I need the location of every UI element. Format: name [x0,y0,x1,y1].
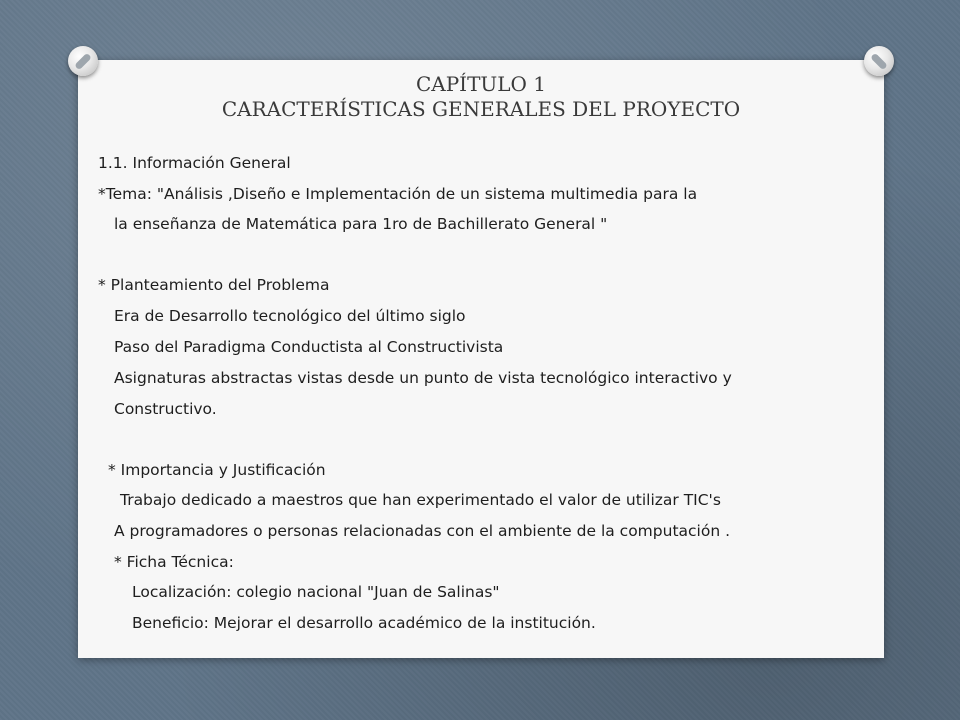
planteamiento-item: Era de Desarrollo tecnológico del último siglo [114,307,466,325]
chapter-title: CAPÍTULO 1 [415,72,547,96]
ficha-item: Beneficio: Mejorar el desarrollo académico de la institución. [132,614,596,632]
chapter-subtitle: CARACTERÍSTICAS GENERALES DEL PROYECTO [221,97,741,121]
importancia-item: A programadores o personas relacionadas con el ambiente de la computación . [114,522,731,540]
planteamiento-heading: * Planteamiento del Problema [98,276,330,294]
ficha-heading: * Ficha Técnica: [114,553,234,571]
section-heading: 1.1. Información General [98,154,291,172]
planteamiento-item: Constructivo. [114,400,217,418]
planteamiento-item: Paso del Paradigma Conductista al Constructivista [114,338,504,356]
planteamiento-item: Asignaturas abstractas vistas desde un punto de vista tecnológico interactivo y [114,369,732,387]
tema-line-continued: la enseñanza de Matemática para 1ro de Bachillerato General " [114,215,608,233]
importancia-item: Trabajo dedicado a maestros que han experimentado el valor de utilizar TIC's [120,491,721,509]
tema-line: *Tema: "Análisis ,Diseño e Implementación de un sistema multimedia para la [98,185,698,203]
ficha-item: Localización: colegio nacional "Juan de Salinas" [132,583,500,601]
importancia-heading: * Importancia y Justificación [108,461,326,479]
